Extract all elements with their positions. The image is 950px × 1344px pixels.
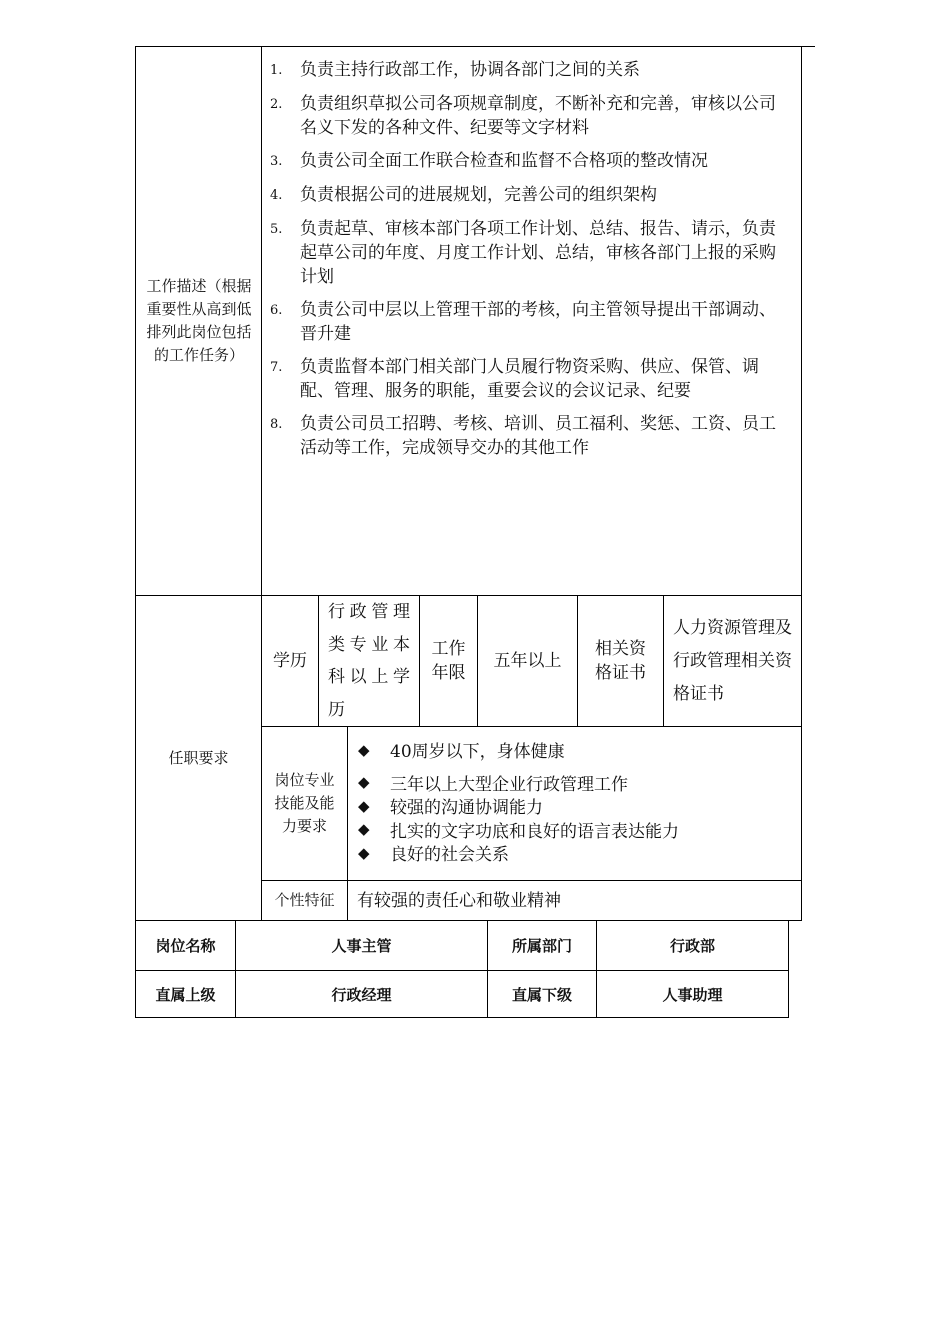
duty-item	[270, 412, 785, 460]
position-name-value	[236, 921, 487, 970]
duty-text: 负责监督本部门相关部门人员履行物资采购、供应、保管、调配、管理、服务的职能，重要会议的会议记录、纪要	[300, 357, 759, 401]
education-label	[262, 596, 318, 726]
department-label	[488, 921, 596, 970]
duty-number: 5.	[270, 222, 283, 237]
skills-list	[358, 738, 798, 865]
education-label-text: 学历	[273, 651, 307, 671]
list-item	[358, 794, 798, 818]
duty-text: 负责公司全面工作联合检查和监督不合格项的整改情况	[300, 151, 708, 171]
position-name-label	[136, 921, 235, 970]
duty-item	[270, 298, 785, 346]
education-value	[319, 596, 419, 726]
skill-text: 扎实的文字功底和良好的语言表达能力	[390, 821, 679, 842]
superior-label	[136, 971, 235, 1017]
diamond-bullet-icon: ◆	[358, 796, 370, 815]
subordinate-label-text: 直属下级	[511, 985, 572, 1004]
years-label	[420, 596, 477, 726]
duty-item	[270, 355, 785, 403]
duty-item	[270, 217, 785, 289]
duty-text: 负责主持行政部工作，协调各部门之间的关系	[300, 60, 640, 80]
position-name-label-text: 岗位名称	[155, 937, 216, 955]
education-value-text: 行政管理类专业本科以上学历	[328, 602, 413, 720]
years-label-text: 工作年限	[431, 639, 466, 683]
cert-label-text: 相关资格证书	[595, 639, 646, 683]
duty-number: 2.	[270, 97, 283, 112]
department-value-text: 行政部	[669, 937, 715, 955]
duty-item	[270, 58, 785, 83]
superior-value	[236, 971, 487, 1017]
superior-value-text: 行政经理	[331, 985, 392, 1004]
skills-label-text: 岗位专业技能及能力要求	[274, 771, 335, 835]
personality-label	[262, 881, 347, 920]
duty-number: 6.	[270, 303, 283, 318]
list-item	[358, 771, 798, 795]
requirements-label-text: 任职要求	[168, 748, 229, 767]
duty-text: 负责起草、审核本部门各项工作计划、总结、报告、请示，负责起草公司的年度、月度工作计划、总结，审核各部门上报的采购计划	[300, 219, 776, 287]
list-item	[358, 841, 798, 865]
skill-text: 40周岁以下，身体健康	[390, 742, 565, 763]
skill-text: 良好的社会关系	[390, 845, 509, 866]
department-label-text: 所属部门	[511, 937, 572, 955]
duty-number: 7.	[270, 360, 283, 375]
superior-label-text: 直属上级	[155, 985, 216, 1004]
diamond-bullet-icon: ◆	[358, 773, 370, 792]
cert-value	[664, 596, 801, 726]
department-value	[597, 921, 788, 970]
personality-label-text: 个性特征	[274, 891, 335, 909]
skill-text: 较强的沟通协调能力	[390, 798, 543, 819]
skill-text: 三年以上大型企业行政管理工作	[390, 774, 628, 795]
skills-label	[262, 727, 347, 880]
list-item	[358, 738, 798, 762]
duty-number: 3.	[270, 154, 283, 169]
duty-text: 负责组织草拟公司各项规章制度，不断补充和完善，审核以公司名义下发的各种文件、纪要等文字材料	[300, 94, 776, 138]
duty-number: 1.	[270, 63, 283, 78]
cert-label	[578, 596, 663, 726]
duty-item	[270, 183, 785, 208]
description-label-text: 工作描述（根据重要性从高到低排列此岗位包括的工作任务）	[146, 276, 252, 364]
subordinate-value-text: 人事助理	[662, 985, 723, 1004]
diamond-bullet-icon: ◆	[358, 843, 370, 862]
duty-text: 负责公司中层以上管理干部的考核，向主管领导提出干部调动、晋升建	[300, 300, 776, 344]
personality-value-text: 有较强的责任心和敬业精神	[357, 890, 561, 911]
requirements-label	[136, 596, 261, 920]
subordinate-label	[488, 971, 596, 1017]
description-label	[140, 46, 258, 595]
duty-list	[270, 58, 785, 469]
years-value-text: 五年以上	[493, 651, 562, 671]
duty-number: 8.	[270, 417, 283, 432]
duty-item	[270, 149, 785, 174]
cert-value-text: 人力资源管理及行政管理相关资格证书	[673, 617, 792, 704]
duty-text: 负责根据公司的进展规划，完善公司的组织架构	[300, 185, 657, 205]
duty-text: 负责公司员工招聘、考核、培训、员工福利、奖惩、工资、员工活动等工作，完成领导交办的其他工作	[300, 414, 776, 458]
diamond-bullet-icon: ◆	[358, 740, 370, 759]
duty-item	[270, 92, 785, 140]
diamond-bullet-icon: ◆	[358, 820, 370, 839]
position-name-value-text: 人事主管	[331, 937, 392, 955]
years-value	[478, 596, 577, 726]
duty-number: 4.	[270, 188, 283, 203]
list-item	[358, 818, 798, 842]
subordinate-value	[597, 971, 788, 1017]
personality-value	[348, 881, 801, 920]
